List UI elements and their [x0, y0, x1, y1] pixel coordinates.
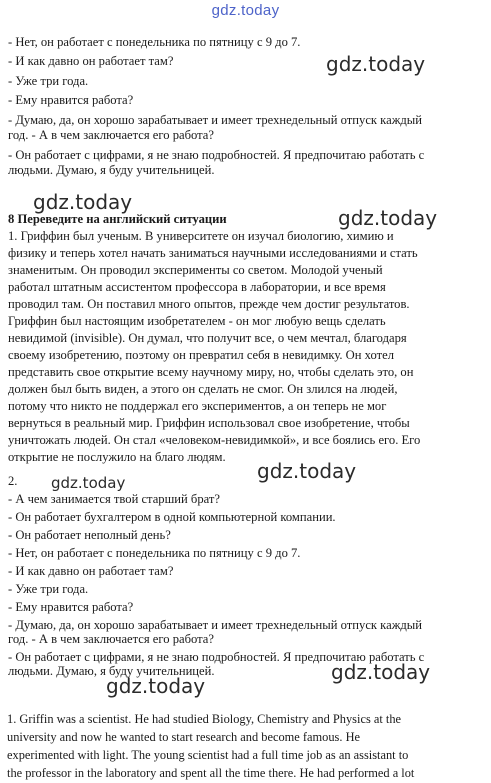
- watermark: gdz.today: [331, 660, 431, 684]
- watermark: gdz.today: [326, 52, 426, 76]
- dialogue-line: - Нет, он работает с понедельника по пятницу с 9 до 7.: [8, 35, 301, 49]
- dialogue-line: - Думаю, да, он хорошо зарабатывает и имеет трехнедельный отпуск каждый: [8, 113, 423, 127]
- watermark: gdz.today: [106, 674, 206, 698]
- watermark: gdz.today: [33, 190, 133, 214]
- dialogue-line: людьми. Думаю, я буду учительницей.: [8, 163, 215, 177]
- english-line: the professor in the laboratory and spent all the time there. He had performed a lot: [7, 766, 415, 780]
- watermark: gdz.today: [257, 459, 357, 483]
- top-watermark: gdz.today: [211, 2, 280, 19]
- paragraph-line: вернуться в реальный мир. Гриффин использовал свое изобретение, чтобы: [8, 416, 410, 430]
- watermark: gdz.today: [338, 206, 438, 230]
- dialogue-line: - Уже три года.: [8, 74, 89, 88]
- english-line: university and now he wanted to start research and become famous. He: [7, 730, 361, 744]
- paragraph-line: открытие не послужило на благо людям.: [8, 450, 226, 464]
- dialogue-line: - Он работает с цифрами, я не знаю подробностей. Я предпочитаю работать с: [8, 148, 425, 162]
- english-line: experimented with light. The young scientist had a full time job as an assistant to: [7, 748, 409, 762]
- paragraph-line: 1. Гриффин был ученым. В университете он изучал биологию, химию и: [8, 229, 394, 243]
- paragraph-line: представить свое открытие всему научному миру, но, чтобы сделать это, он: [8, 365, 414, 379]
- paragraph-line: проводил там. Он поставил много опытов, прежде чем достиг результатов.: [8, 297, 410, 311]
- dialogue-line: - Думаю, да, он хорошо зарабатывает и имеет трехнедельный отпуск каждый: [8, 618, 423, 632]
- paragraph-line: должен был быть виден, а этого он сделать не смог. Он злился на людей,: [8, 382, 398, 396]
- paragraph-line: своему изобретению, поэтому он превратил себя в невидимку. Он хотел: [8, 348, 394, 362]
- dialogue-line: год. - А в чем заключается его работа?: [8, 632, 214, 646]
- paragraph-line: уничтожать людей. Он стал «человеком-невидимкой», и все боялись его. Его: [8, 433, 421, 447]
- dialogue-line: - А чем занимается твой старший брат?: [8, 492, 220, 506]
- dialogue-line: - И как давно он работает там?: [8, 564, 174, 578]
- paragraph-line: работал штатным ассистентом профессора в лаборатории, и все время: [8, 280, 386, 294]
- dialogue-line: - Ему нравится работа?: [8, 600, 134, 614]
- dialogue-line: - Ему нравится работа?: [8, 93, 134, 107]
- paragraph-line: потому что никто не поддержал его экспериментов, а он теперь не мог: [8, 399, 387, 413]
- paragraph-line: невидимой (invisible). Он думал, что получит все, о чем мечтал, благодаря: [8, 331, 407, 345]
- dialogue-line: людьми. Думаю, я буду учительницей.: [8, 664, 215, 678]
- paragraph-line: знаменитым. Он проводил эксперименты со светом. Молодой ученый: [8, 263, 383, 277]
- english-line: 1. Griffin was a scientist. He had studied Biology, Chemistry and Physics at the: [7, 712, 402, 726]
- dialogue-line: - И как давно он работает там?: [8, 54, 174, 68]
- dialogue-line: - Он работает бухгалтером в одной компьютерной компании.: [8, 510, 336, 524]
- dialogue-line: - Он работает неполный день?: [8, 528, 171, 542]
- paragraph-line: Гриффин был настоящим изобретателем - он мог любую вещь сделать: [8, 314, 386, 328]
- dialogue-line: год. - А в чем заключается его работа?: [8, 128, 214, 142]
- item-number: 2.: [8, 474, 18, 488]
- section-heading: 8 Переведите на английский ситуации: [8, 212, 227, 226]
- watermark: gdz.today: [51, 474, 126, 492]
- paragraph-line: физику и теперь хотел начать заниматься научными исследованиями и стать: [8, 246, 418, 260]
- dialogue-line: - Уже три года.: [8, 582, 89, 596]
- dialogue-line: - Нет, он работает с понедельника по пятницу с 9 до 7.: [8, 546, 301, 560]
- dialogue-line: - Он работает с цифрами, я не знаю подробностей. Я предпочитаю работать с: [8, 650, 425, 664]
